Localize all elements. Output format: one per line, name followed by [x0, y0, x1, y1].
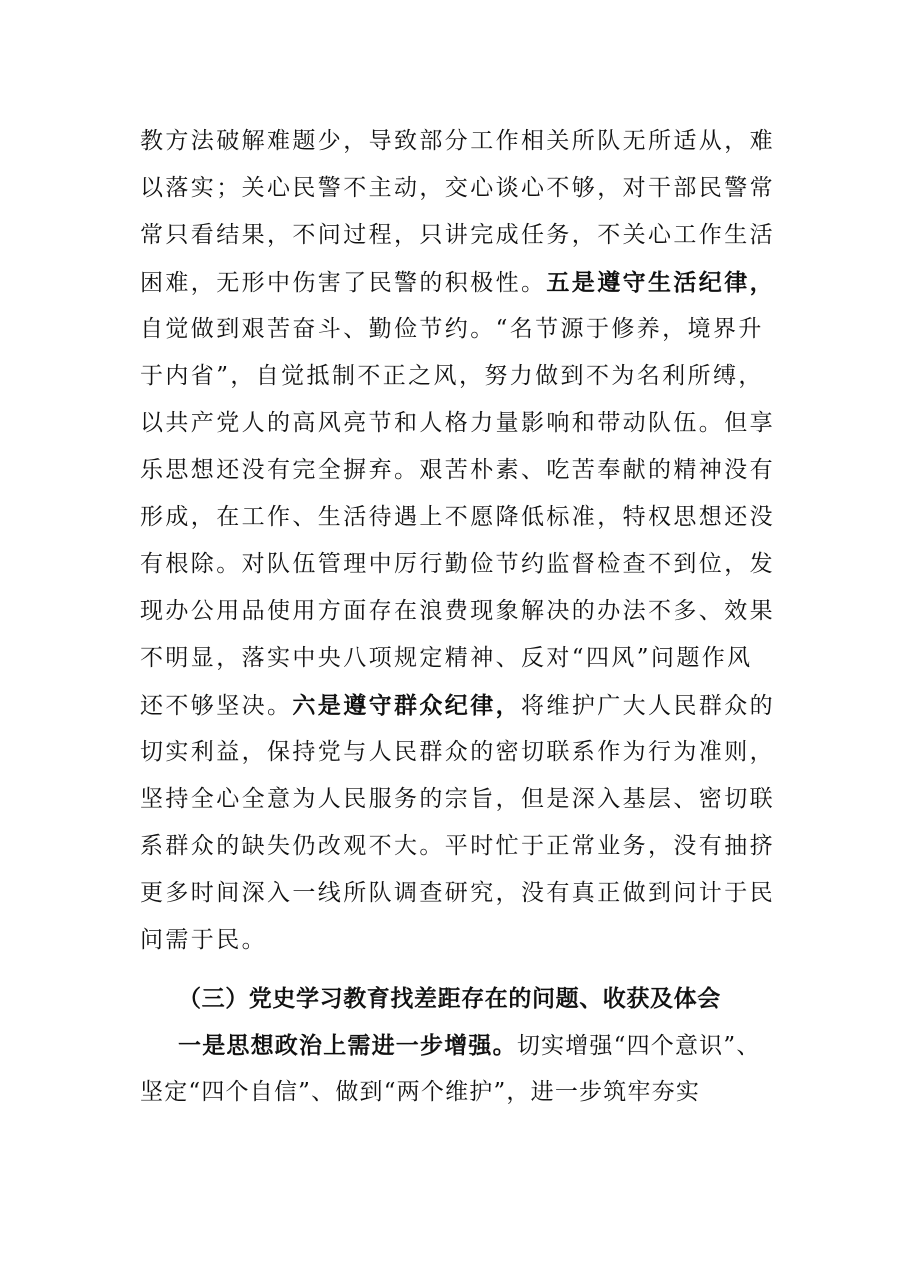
- section-heading: （三）党史学习教育找差距存在的问题、收获及体会: [178, 985, 721, 1012]
- text-line: 更多时间深入一线所队调查研究，没有真正做到问计于民: [140, 880, 775, 906]
- text-line: 不明显，落实中央八项规定精神、反对“四风”问题作风: [140, 645, 753, 671]
- bold-point-one: 一是思想政治上需进一步增强。: [178, 1032, 517, 1059]
- text-line: 于内省”，自觉抵制不正之风，努力做到不为名利所缚，: [140, 363, 764, 389]
- plain-text: 将维护广大人民群众的: [521, 693, 776, 719]
- text-line: 现办公用品使用方面存在浪费现象解决的办法不多、效果: [140, 598, 775, 624]
- text-line: 系群众的缺失仍改观不大。平时忙于正常业务，没有抽挤: [140, 833, 775, 859]
- text-line: [140, 682, 780, 729]
- bold-point-five: 五是遵守生活纪律，: [546, 269, 776, 296]
- plain-text: 切实增强“四个意识”、: [516, 1033, 761, 1059]
- text-line: 自觉做到艰苦奋斗、勤俭节约。“名节源于修养，境界升: [140, 316, 764, 342]
- text-line: 形成，在工作、生活待遇上不愿降低标准，特权思想还没: [140, 504, 775, 530]
- text-line: 乐思想还没有完全摒弃。艰苦朴素、吃苦奉献的精神没有: [140, 457, 775, 483]
- text-line: 问需于民。: [140, 927, 267, 953]
- text-line: 有根除。对队伍管理中厉行勤俭节约监督检查不到位，发: [140, 551, 775, 577]
- text-line: 教方法破解难题少，导致部分工作相关所队无所适从，难: [140, 128, 775, 154]
- text-line: [140, 259, 780, 306]
- text-line: 坚持全心全意为人民服务的宗旨，但是深入基层、密切联: [140, 786, 775, 812]
- plain-text: 困难，无形中伤害了民警的积极性。: [140, 270, 547, 296]
- text-line: [140, 1022, 790, 1069]
- text-line: 常只看结果，不问过程，只讲完成任务，不关心工作生活: [140, 222, 775, 248]
- paragraph-discipline: [140, 118, 780, 964]
- text-line: 坚定“四个自信”、做到“两个维护”，进一步筑牢夯实: [140, 1079, 701, 1105]
- paragraph-political: [140, 1022, 790, 1116]
- text-line: 切实利益，保持党与人民群众的密切联系作为行为准则，: [140, 739, 775, 765]
- bold-point-six: 六是遵守群众纪律，: [292, 692, 522, 719]
- text-line: 以共产党人的高风亮节和人格力量影响和带动队伍。但享: [140, 410, 775, 436]
- plain-text: 还不够坚决。: [140, 693, 293, 719]
- text-line: 以落实；关心民警不主动，交心谈心不够，对干部民警常: [140, 175, 775, 201]
